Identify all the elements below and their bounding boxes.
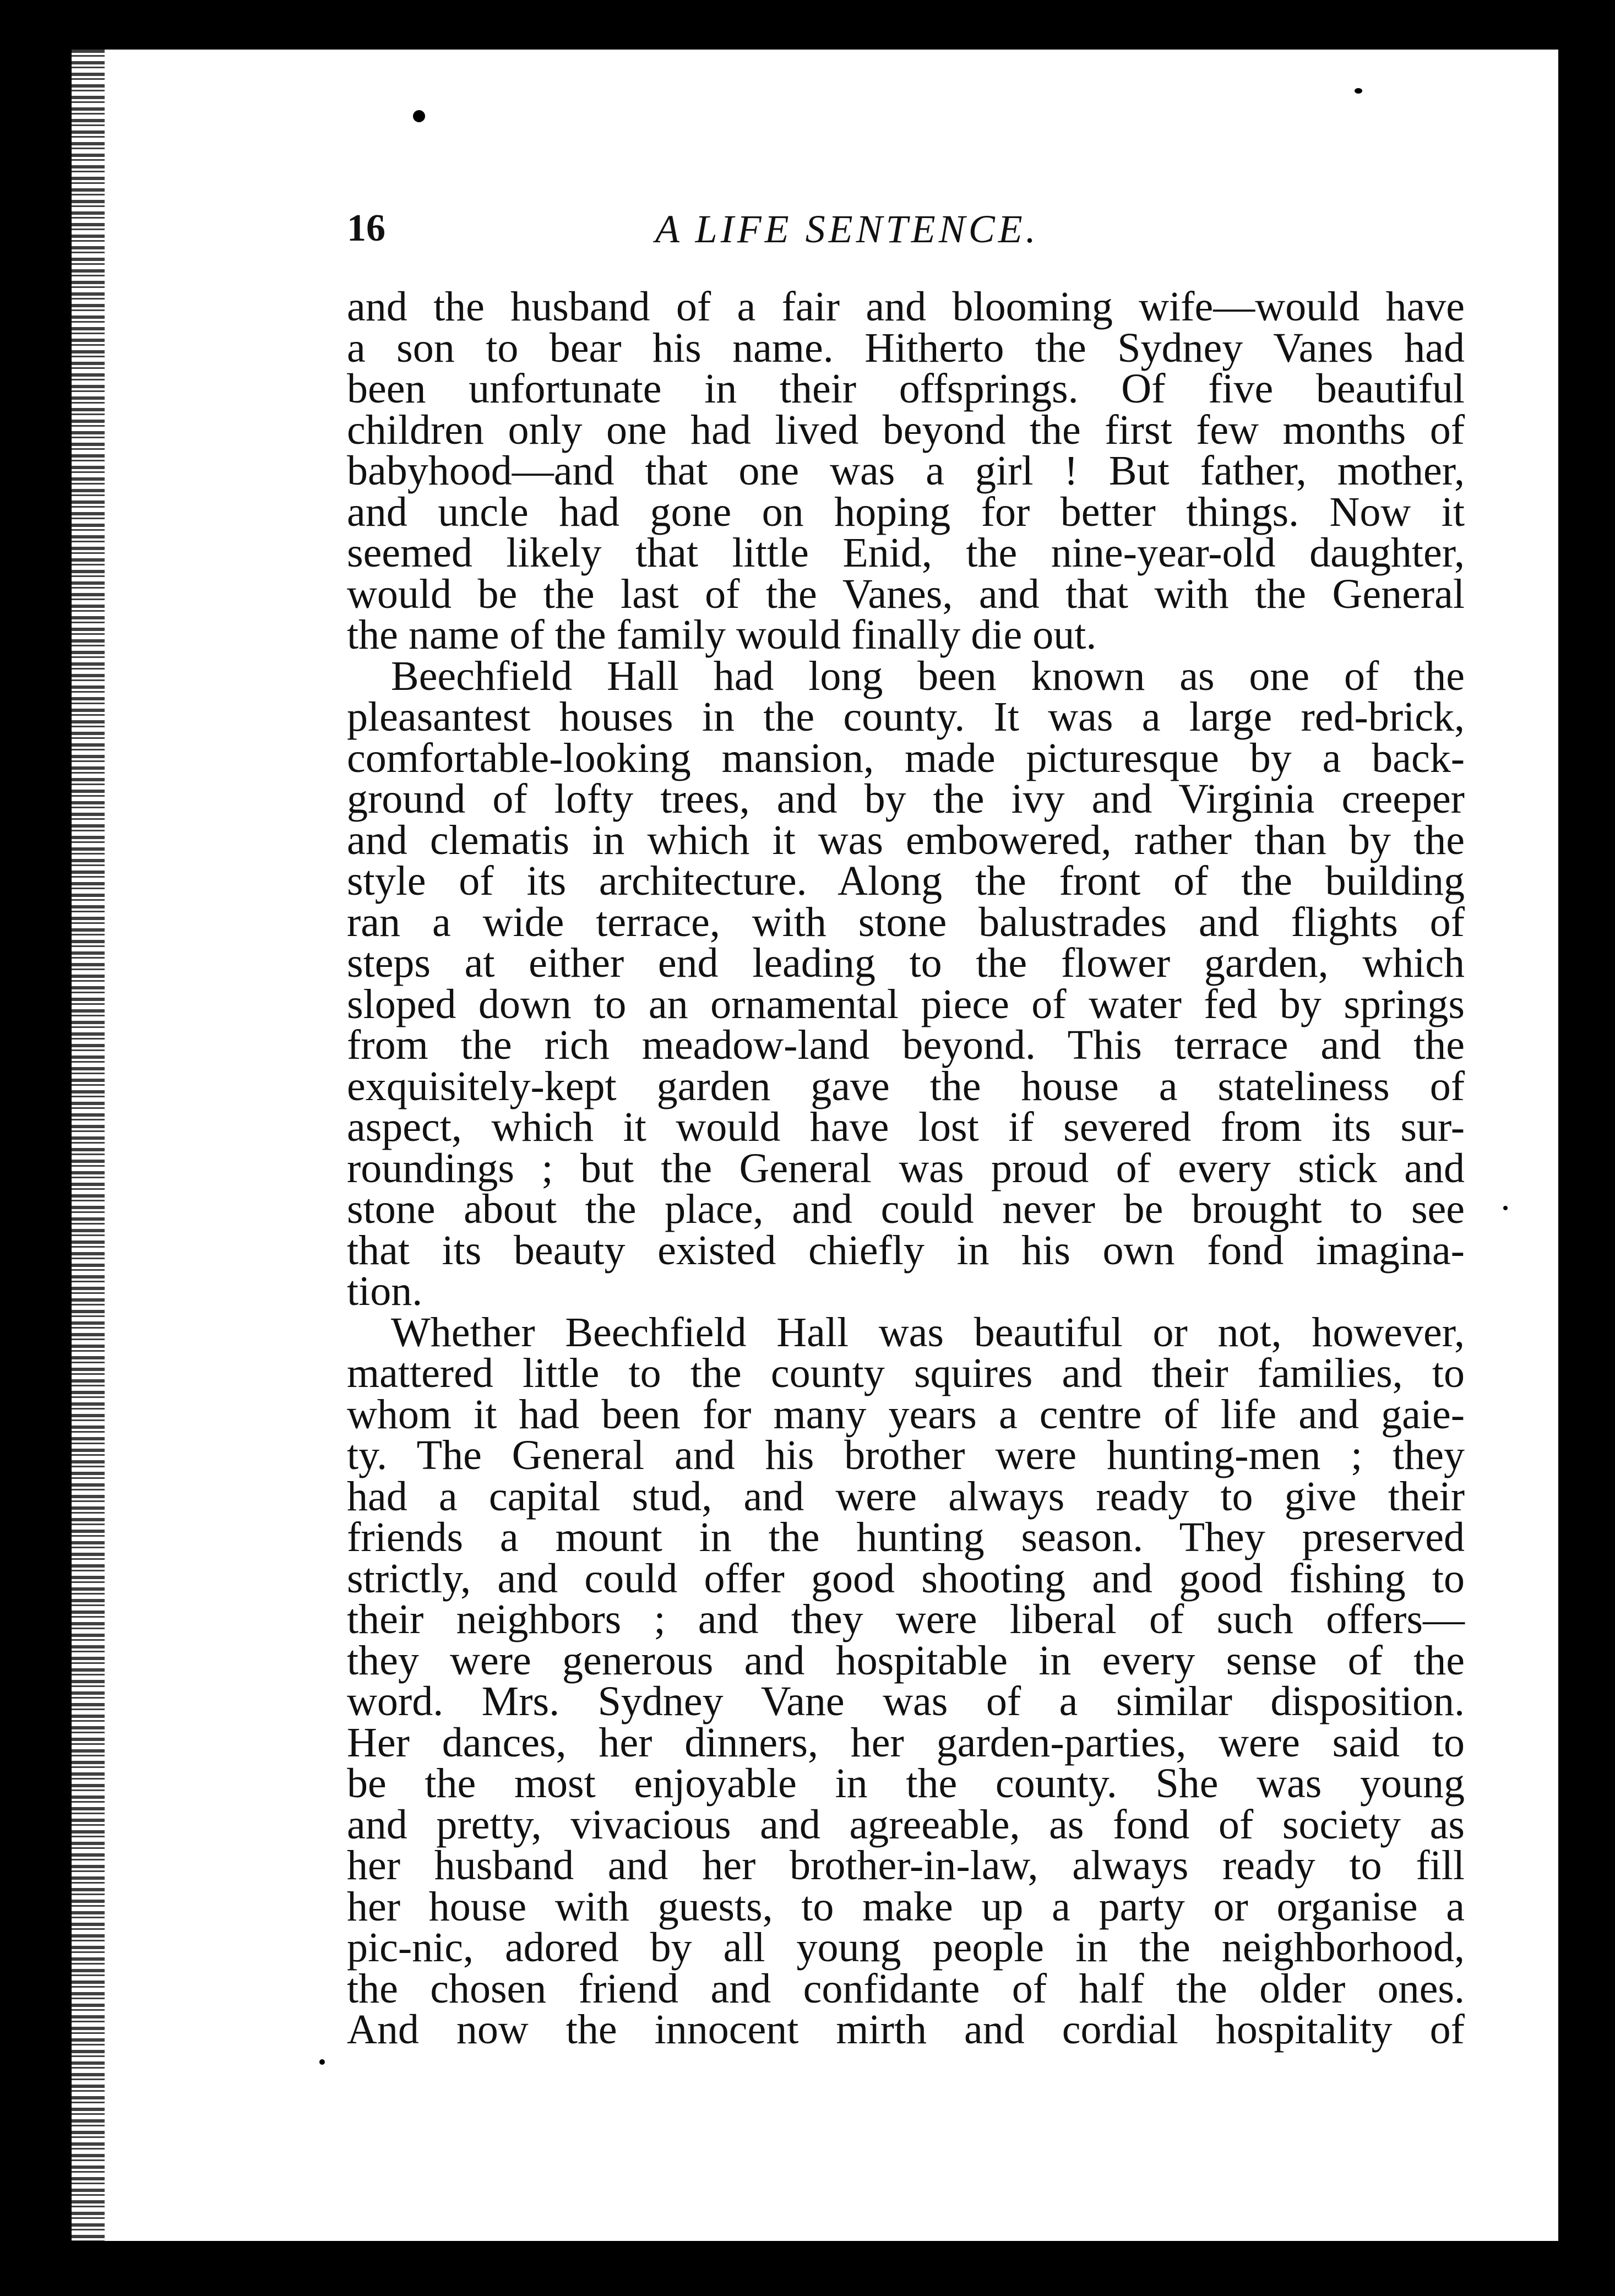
text-line: children only one had lived beyond the first few months of xyxy=(347,406,1465,453)
ink-speck xyxy=(319,2059,325,2065)
text-line: word. Mrs. Sydney Vane was of a similar disposition. xyxy=(347,1678,1465,1724)
text-line: her house with guests, to make up a party or organise a xyxy=(347,1883,1465,1930)
text-line: mattered little to the county squires and their families, to xyxy=(347,1350,1465,1396)
text-line: been unfortunate in their offsprings. Of five beautiful xyxy=(347,366,1465,412)
text-line: and pretty, vivacious and agreeable, as fond of society as xyxy=(347,1801,1465,1848)
text-line: aspect, which it would have lost if severed from its sur- xyxy=(347,1104,1465,1150)
text-line: pic-nic, adored by all young people in the neighborhood, xyxy=(347,1924,1465,1971)
text-line: and clematis in which it was embowered, rather than by the xyxy=(347,817,1465,863)
text-line: Whether Beechfield Hall was beautiful or not, however, xyxy=(391,1309,1465,1356)
text-line: babyhood—and that one was a girl ! But father, mother, xyxy=(347,448,1465,494)
text-line: And now the innocent mirth and cordial hospitality of xyxy=(347,2006,1465,2053)
ink-speck xyxy=(1503,1206,1508,1210)
text-line: and the husband of a fair and blooming wife—would have xyxy=(347,284,1465,330)
text-line: they were generous and hospitable in every sense of the xyxy=(347,1637,1465,1684)
text-line: be the most enjoyable in the county. She was young xyxy=(347,1760,1465,1807)
page-spine-edge xyxy=(72,50,105,2241)
body-text xyxy=(347,284,1465,2053)
page-number: 16 xyxy=(347,207,385,249)
running-title: A LIFE SENTENCE. xyxy=(655,207,1039,251)
paragraph-2 xyxy=(347,652,1465,1314)
text-line: exquisitely-kept garden gave the house a stateliness of xyxy=(347,1063,1465,1109)
text-line: steps at either end leading to the flower garden, which xyxy=(347,940,1465,986)
text-line: whom it had been for many years a centre of life and gaie- xyxy=(347,1391,1465,1438)
text-line: strictly, and could offer good shooting and good fishing to xyxy=(347,1555,1465,1602)
text-line: ran a wide terrace, with stone balustrades and flights of xyxy=(347,899,1465,945)
ink-speck xyxy=(1355,88,1362,94)
text-line: seemed likely that little Enid, the nine-year-old daughter, xyxy=(347,530,1465,576)
text-line: ty. The General and his brother were hunting-men ; they xyxy=(347,1432,1465,1478)
text-line: Beechfield Hall had long been known as one of the xyxy=(391,652,1465,699)
running-head xyxy=(347,201,1393,262)
text-line: comfortable-looking mansion, made picturesque by a back- xyxy=(347,734,1465,781)
text-line: stone about the place, and could never be brought to see xyxy=(347,1186,1465,1232)
text-line: and uncle had gone on hoping for better things. Now it xyxy=(347,488,1465,535)
paragraph-3 xyxy=(347,1309,1465,2053)
text-line: roundings ; but the General was proud of every stick and xyxy=(347,1145,1465,1191)
text-line: had a capital stud, and were always ready to give their xyxy=(347,1473,1465,1520)
text-line: tion. xyxy=(347,1268,423,1314)
text-line: friends a mount in the hunting season. They preserved xyxy=(347,1514,1465,1560)
text-line: ground of lofty trees, and by the ivy and Virginia creeper xyxy=(347,776,1465,822)
text-line: that its beauty existed chiefly in his own fond imagina- xyxy=(347,1227,1465,1274)
text-line: a son to bear his name. Hitherto the Sydney Vanes had xyxy=(347,324,1465,371)
text-line: pleasantest houses in the county. It was a large red-brick, xyxy=(347,694,1465,740)
text-line: her husband and her brother-in-law, always ready to fill xyxy=(347,1842,1465,1889)
paragraph-1 xyxy=(347,286,1465,656)
text-line: sloped down to an ornamental piece of water fed by springs xyxy=(347,981,1465,1027)
text-line: style of its architecture. Along the front of the building xyxy=(347,858,1465,904)
text-line: from the rich meadow-land beyond. This terrace and the xyxy=(347,1022,1465,1068)
ink-speck xyxy=(413,110,425,122)
text-line: would be the last of the Vanes, and that with the General xyxy=(347,570,1465,617)
text-line: the chosen friend and confidante of half the older ones. xyxy=(347,1965,1465,2012)
text-line: the name of the family would finally die out. xyxy=(347,612,1097,658)
text-line: Her dances, her dinners, her garden-parties, were said to xyxy=(347,1719,1465,1766)
text-line: their neighbors ; and they were liberal of such offers— xyxy=(347,1596,1465,1642)
